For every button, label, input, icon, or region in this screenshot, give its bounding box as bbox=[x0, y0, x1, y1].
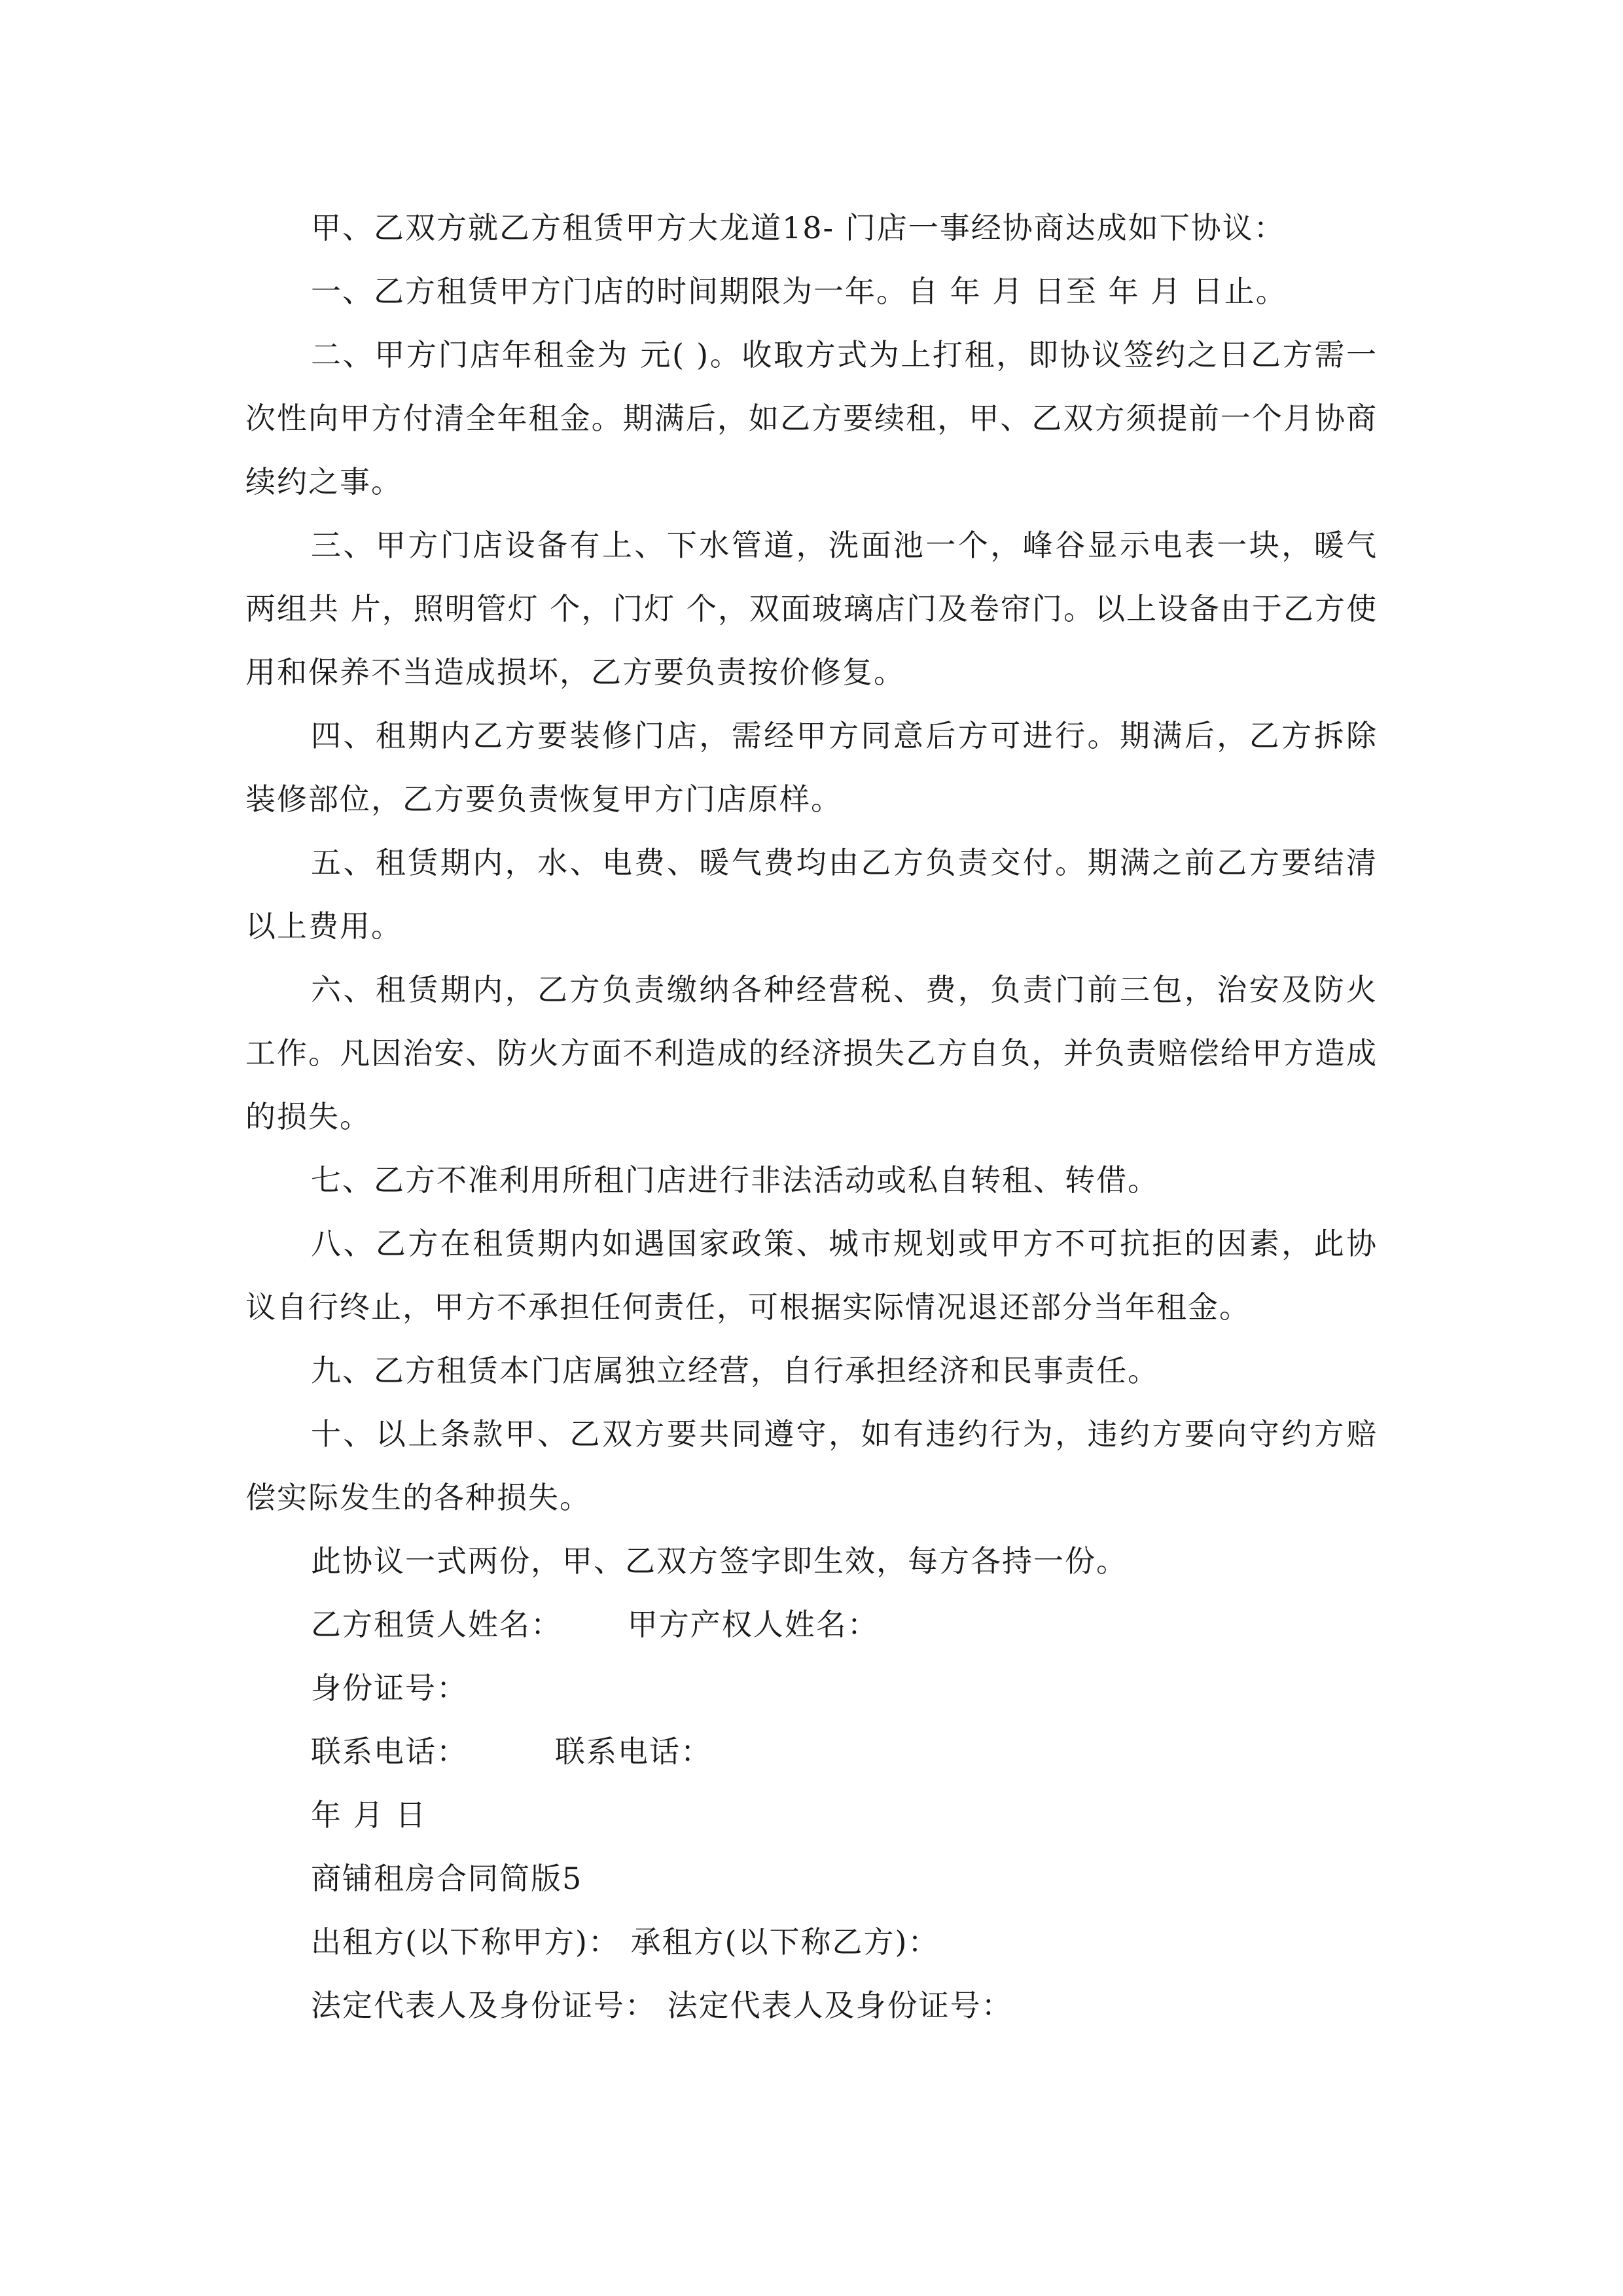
next-contract-title: 商铺租房合同简版5 bbox=[311, 1861, 583, 1896]
id-number-line: 身份证号： bbox=[311, 1670, 468, 1706]
clause-9-independent-operation: 九、乙方租赁本门店属独立经营，自行承担经济和民事责任。 bbox=[311, 1353, 1159, 1388]
signature-names-line: 乙方租赁人姓名： 甲方产权人姓名： bbox=[311, 1607, 879, 1642]
clause-3-equipment: 三、甲方门店设备有上、下水管道，洗面池一个，峰谷显示电表一块，暖气两组共 片，照明管灯 个，门灯 个，双面玻璃店门及卷帘门。以上设备由于乙方使用和保养不当造成损坏，乙方要负责按价修复。 bbox=[245, 528, 1378, 690]
clause-2-rent: 二、甲方门店年租金为 元( )。收取方式为上打租，即协议签约之日乙方需一次性向甲方付清全年租金。期满后，如乙方要续租，甲、乙双方须提前一个月协商续约之事。 bbox=[245, 337, 1378, 499]
clause-5-utilities: 五、租赁期内，水、电费、暖气费均由乙方负责交付。期满之前乙方要结清以上费用。 bbox=[245, 845, 1378, 944]
clause-8-force-majeure: 八、乙方在租赁期内如遇国家政策、城市规划或甲方不可抗拒的因素，此协议自行终止，甲方不承担任何责任，可根据实际情况退还部分当年租金。 bbox=[245, 1226, 1378, 1325]
phone-line: 联系电话： 联系电话： bbox=[311, 1734, 712, 1769]
clause-1-lease-term: 一、乙方租赁甲方门店的时间期限为一年。自 年 月 日至 年 月 日止。 bbox=[311, 274, 1287, 309]
legal-representative-line: 法定代表人及身份证号： 法定代表人及身份证号： bbox=[311, 1988, 1013, 2023]
intro-paragraph: 甲、乙双方就乙方租赁甲方大龙道18- 门店一事经协商达成如下协议： bbox=[311, 210, 1285, 245]
clause-7-prohibited-use: 七、乙方不准利用所租门店进行非法活动或私自转租、转借。 bbox=[311, 1162, 1159, 1198]
clause-10-breach: 十、以上条款甲、乙双方要共同遵守，如有违约行为，违约方要向守约方赔偿实际发生的各种损失。 bbox=[245, 1416, 1378, 1515]
parties-line: 出租方(以下称甲方)： 承租方(以下称乙方)： bbox=[311, 1924, 940, 1960]
effectiveness-statement: 此协议一式两份，甲、乙双方签字即生效，每方各持一份。 bbox=[311, 1543, 1128, 1579]
clause-4-renovation: 四、租期内乙方要装修门店，需经甲方同意后方可进行。期满后，乙方拆除装修部位，乙方要负责恢复甲方门店原样。 bbox=[245, 718, 1378, 817]
document-body bbox=[245, 196, 1378, 2037]
date-line: 年 月 日 bbox=[311, 1797, 427, 1833]
clause-6-taxes-safety: 六、租赁期内，乙方负责缴纳各种经营税、费，负责门前三包，治安及防火工作。凡因治安、防火方面不利造成的经济损失乙方自负，并负责赔偿给甲方造成的损失。 bbox=[245, 972, 1378, 1134]
